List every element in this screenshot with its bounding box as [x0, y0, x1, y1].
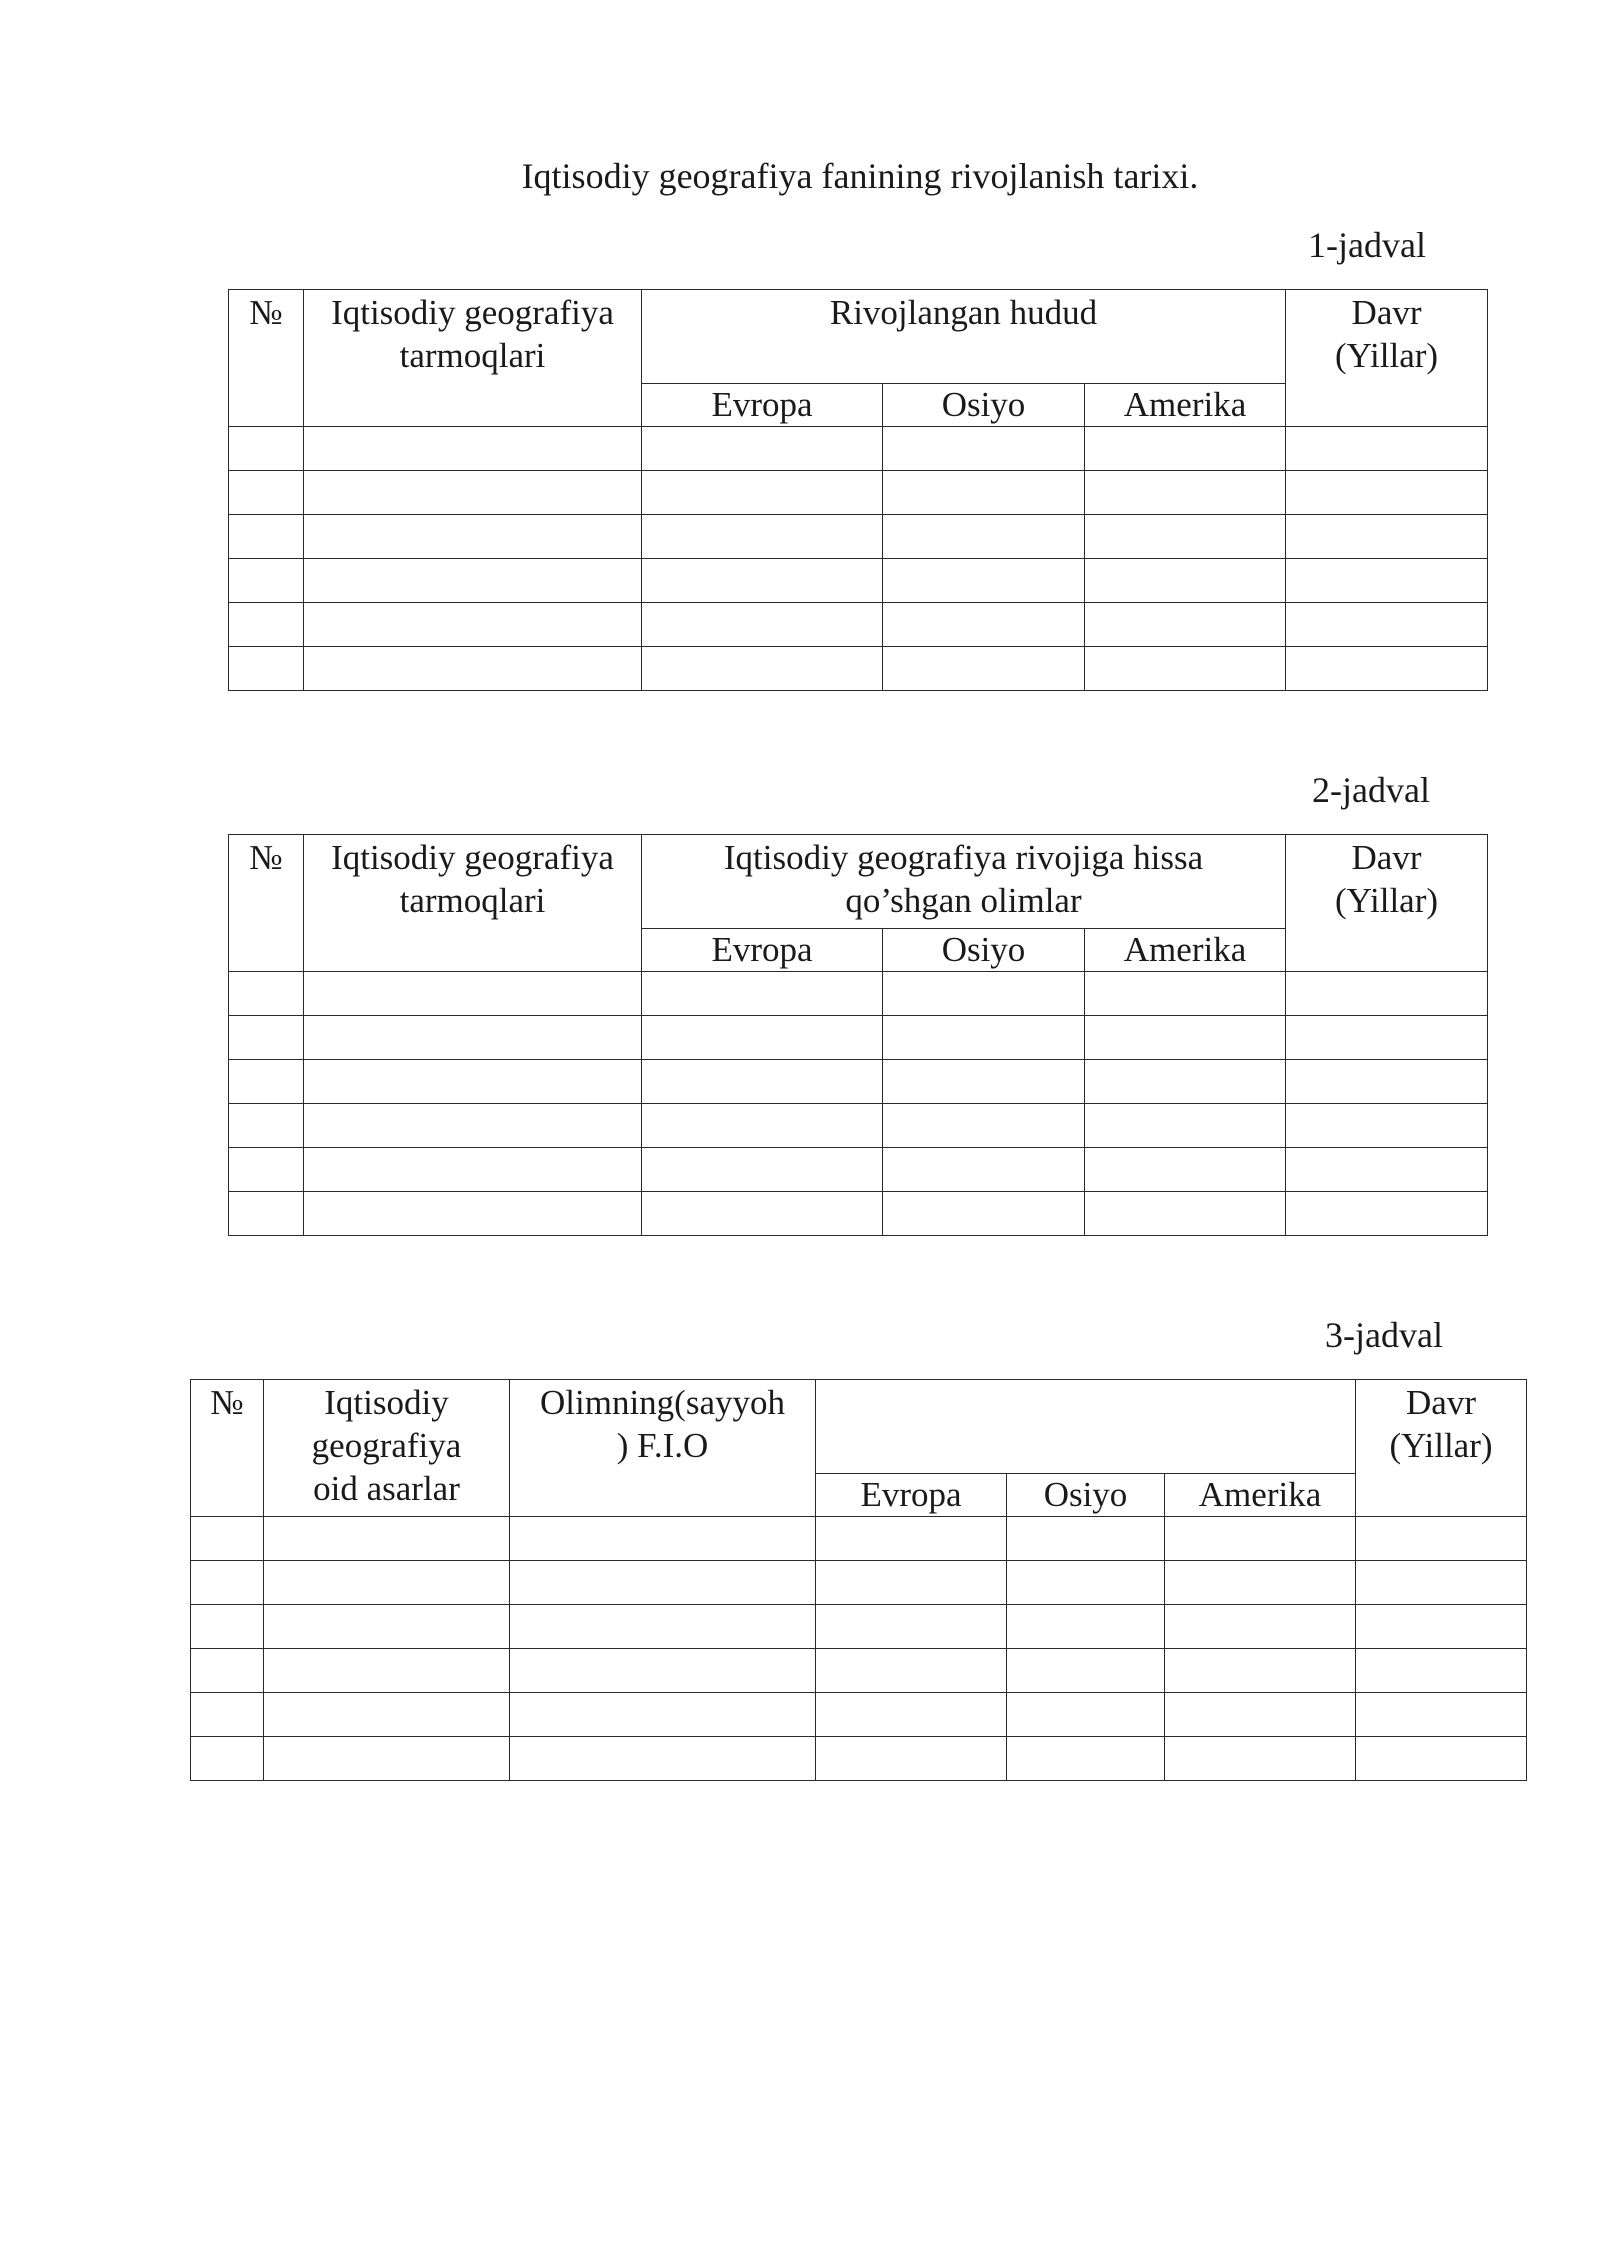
table-cell[interactable] [642, 1192, 883, 1236]
table-cell[interactable] [1356, 1605, 1527, 1649]
table-cell[interactable] [304, 471, 642, 515]
table-cell[interactable] [1165, 1605, 1356, 1649]
table1-row [229, 647, 1488, 691]
table-cell[interactable] [1286, 471, 1488, 515]
table-cell[interactable] [1007, 1737, 1165, 1781]
table-cell[interactable] [1085, 515, 1286, 559]
table-cell[interactable] [816, 1737, 1007, 1781]
table-cell[interactable] [264, 1561, 510, 1605]
table1-row [229, 515, 1488, 559]
table-cell[interactable] [1085, 559, 1286, 603]
table-cell[interactable] [1085, 1148, 1286, 1192]
table-cell[interactable] [304, 559, 642, 603]
table-cell[interactable] [883, 559, 1085, 603]
table-cell[interactable] [816, 1605, 1007, 1649]
table-cell[interactable] [510, 1605, 816, 1649]
table-cell[interactable] [1286, 559, 1488, 603]
table-cell[interactable] [642, 972, 883, 1016]
table-cell[interactable] [1085, 427, 1286, 471]
table-cell[interactable] [304, 515, 642, 559]
table-cell[interactable] [229, 1016, 304, 1060]
table-cell[interactable] [883, 427, 1085, 471]
table3-subheader-asia: Osiyo [1007, 1474, 1165, 1517]
table-cell[interactable] [191, 1561, 264, 1605]
table-cell[interactable] [1286, 972, 1488, 1016]
table1-header-period [1286, 290, 1488, 427]
table-cell[interactable] [1165, 1693, 1356, 1737]
document-title: Iqtisodiy geografiya fanining rivojlanish tarixi. [521, 156, 1199, 196]
table-cell[interactable] [264, 1737, 510, 1781]
table-cell[interactable] [642, 1060, 883, 1104]
table2-header-group-line: qo’shgan olimlar [845, 881, 1082, 920]
table-cell[interactable] [1286, 1148, 1488, 1192]
table-cell[interactable] [1007, 1649, 1165, 1693]
table-cell[interactable] [1356, 1737, 1527, 1781]
table-cell[interactable] [1356, 1649, 1527, 1693]
table-cell[interactable] [304, 972, 642, 1016]
table2-row [229, 1016, 1488, 1060]
table-cell[interactable] [264, 1517, 510, 1561]
table3-row [191, 1561, 1527, 1605]
table2-row [229, 1192, 1488, 1236]
table-cell[interactable] [1356, 1561, 1527, 1605]
table-cell[interactable] [304, 1060, 642, 1104]
table2-row [229, 972, 1488, 1016]
table-cell[interactable] [229, 603, 304, 647]
table-cell[interactable] [510, 1737, 816, 1781]
table1-header-number: № [229, 290, 304, 427]
table-cell[interactable] [642, 515, 883, 559]
table-cell[interactable] [642, 603, 883, 647]
table1-row [229, 603, 1488, 647]
table-cell[interactable] [883, 1148, 1085, 1192]
table-cell[interactable] [642, 1016, 883, 1060]
table-cell[interactable] [883, 515, 1085, 559]
table-cell[interactable] [1165, 1649, 1356, 1693]
table-cell[interactable] [1085, 1104, 1286, 1148]
table1-caption: 1-jadval [1308, 225, 1426, 265]
table-cell[interactable] [816, 1517, 1007, 1561]
table-cell[interactable] [304, 603, 642, 647]
table-cell[interactable] [229, 1060, 304, 1104]
table-cell[interactable] [264, 1693, 510, 1737]
table2-header-group-line: Iqtisodiy geografiya rivojiga hissa [723, 838, 1204, 877]
table-cell[interactable] [1085, 603, 1286, 647]
table1-header-branch [304, 290, 642, 427]
table-cell[interactable] [816, 1649, 1007, 1693]
table3-caption: 3-jadval [1325, 1315, 1443, 1355]
table-cell[interactable] [1286, 1016, 1488, 1060]
table-cell[interactable] [1286, 1104, 1488, 1148]
table-cell[interactable] [191, 1737, 264, 1781]
table-cell[interactable] [304, 1016, 642, 1060]
table-cell[interactable] [1007, 1517, 1165, 1561]
table-cell[interactable] [229, 972, 304, 1016]
table-cell[interactable] [883, 1016, 1085, 1060]
table-cell[interactable] [1007, 1693, 1165, 1737]
table-cell[interactable] [191, 1605, 264, 1649]
table-cell[interactable] [1286, 647, 1488, 691]
table-cell[interactable] [1356, 1693, 1527, 1737]
table3 [190, 1379, 1527, 1781]
table-cell[interactable] [883, 972, 1085, 1016]
table1-header-branch-line: tarmoqlari [399, 336, 546, 375]
table-cell[interactable] [1165, 1517, 1356, 1561]
table3-header-works-line: oid asarlar [313, 1469, 460, 1508]
table-cell[interactable] [1165, 1561, 1356, 1605]
table2-header-branch-line: tarmoqlari [399, 881, 546, 920]
table3-header-number: № [191, 1380, 264, 1517]
table2-header-period-line: (Yillar) [1335, 881, 1439, 920]
table3-header-scholar-line: ) F.I.O [616, 1426, 709, 1465]
table3-row [191, 1517, 1527, 1561]
table2 [228, 834, 1488, 1236]
table2-header-group [642, 835, 1286, 929]
table3-header-works-line: geografiya [311, 1426, 462, 1465]
table-cell[interactable] [642, 1104, 883, 1148]
table3-header-group [816, 1380, 1356, 1474]
table-cell[interactable] [1286, 603, 1488, 647]
table3-header-scholar [510, 1380, 816, 1517]
table2-subheader-asia: Osiyo [883, 929, 1085, 972]
table2-row [229, 1104, 1488, 1148]
table-cell[interactable] [1085, 1016, 1286, 1060]
table2-row [229, 1148, 1488, 1192]
table-cell[interactable] [229, 471, 304, 515]
table3-row [191, 1649, 1527, 1693]
table2-subheader-europe: Evropa [642, 929, 883, 972]
table-cell[interactable] [304, 427, 642, 471]
table2-header-branch-line: Iqtisodiy geografiya [331, 838, 614, 877]
table3-header-works [264, 1380, 510, 1517]
table-cell[interactable] [229, 647, 304, 691]
table-cell[interactable] [229, 559, 304, 603]
table-cell[interactable] [510, 1649, 816, 1693]
table2-caption: 2-jadval [1312, 770, 1430, 810]
table1-row [229, 427, 1488, 471]
table-cell[interactable] [883, 471, 1085, 515]
table-cell[interactable] [642, 1148, 883, 1192]
table1-header-branch-line: Iqtisodiy geografiya [331, 293, 614, 332]
table2-row [229, 1060, 1488, 1104]
table3-header-scholar-line: Olimning(sayyoh [540, 1383, 785, 1422]
table-cell[interactable] [1007, 1561, 1165, 1605]
table1-header-group [642, 290, 1286, 384]
table1-header-period-line: Davr [1351, 293, 1422, 332]
table1-row [229, 471, 1488, 515]
table-cell[interactable] [510, 1693, 816, 1737]
table1-subheader-europe: Evropa [642, 384, 883, 427]
table2-subheader-america: Amerika [1085, 929, 1286, 972]
table-cell[interactable] [883, 1192, 1085, 1236]
table-cell[interactable] [816, 1693, 1007, 1737]
table-cell[interactable] [883, 1104, 1085, 1148]
table-cell[interactable] [642, 559, 883, 603]
table-cell[interactable] [1286, 1192, 1488, 1236]
table-cell[interactable] [191, 1693, 264, 1737]
table-cell[interactable] [229, 1148, 304, 1192]
table-cell[interactable] [229, 1104, 304, 1148]
table2-header-period [1286, 835, 1488, 972]
table-cell[interactable] [510, 1517, 816, 1561]
table-cell[interactable] [304, 1192, 642, 1236]
table-cell[interactable] [304, 1104, 642, 1148]
table-cell[interactable] [1286, 1060, 1488, 1104]
table2-header-period-line: Davr [1351, 838, 1422, 877]
table-cell[interactable] [883, 1060, 1085, 1104]
table-cell[interactable] [1085, 972, 1286, 1016]
table3-header-period-line: Davr [1406, 1383, 1476, 1422]
table-cell[interactable] [1007, 1605, 1165, 1649]
table3-row [191, 1693, 1527, 1737]
table-cell[interactable] [1356, 1517, 1527, 1561]
table3-header-period-line: (Yillar) [1389, 1426, 1493, 1465]
table-cell[interactable] [191, 1649, 264, 1693]
table2-header-branch [304, 835, 642, 972]
table-cell[interactable] [304, 647, 642, 691]
table-cell[interactable] [229, 427, 304, 471]
table-cell[interactable] [264, 1649, 510, 1693]
table3-header-period [1356, 1380, 1527, 1517]
table-cell[interactable] [1286, 515, 1488, 559]
table-cell[interactable] [1085, 1060, 1286, 1104]
table-cell[interactable] [816, 1561, 1007, 1605]
table-cell[interactable] [642, 471, 883, 515]
table-cell[interactable] [642, 427, 883, 471]
table-cell[interactable] [1085, 1192, 1286, 1236]
table1-header-period-line: (Yillar) [1335, 336, 1439, 375]
table-cell[interactable] [191, 1517, 264, 1561]
table1-subheader-asia: Osiyo [883, 384, 1085, 427]
table3-subheader-america: Amerika [1165, 1474, 1356, 1517]
table1-header-group-line: Rivojlangan hudud [829, 293, 1098, 332]
table1 [228, 289, 1488, 691]
table3-row [191, 1737, 1527, 1781]
table3-header-works-line: Iqtisodiy [324, 1383, 449, 1422]
table-cell[interactable] [304, 1148, 642, 1192]
table-cell[interactable] [510, 1561, 816, 1605]
table1-subheader-america: Amerika [1085, 384, 1286, 427]
table-cell[interactable] [883, 603, 1085, 647]
table-cell[interactable] [229, 515, 304, 559]
table-cell[interactable] [1286, 427, 1488, 471]
table-cell[interactable] [1085, 471, 1286, 515]
table3-row [191, 1605, 1527, 1649]
table-cell[interactable] [1165, 1737, 1356, 1781]
table1-row [229, 559, 1488, 603]
table-cell[interactable] [264, 1605, 510, 1649]
table-cell[interactable] [1085, 647, 1286, 691]
table-cell[interactable] [229, 1192, 304, 1236]
table-cell[interactable] [642, 647, 883, 691]
table2-header-number: № [229, 835, 304, 972]
table3-subheader-europe: Evropa [816, 1474, 1007, 1517]
table-cell[interactable] [883, 647, 1085, 691]
